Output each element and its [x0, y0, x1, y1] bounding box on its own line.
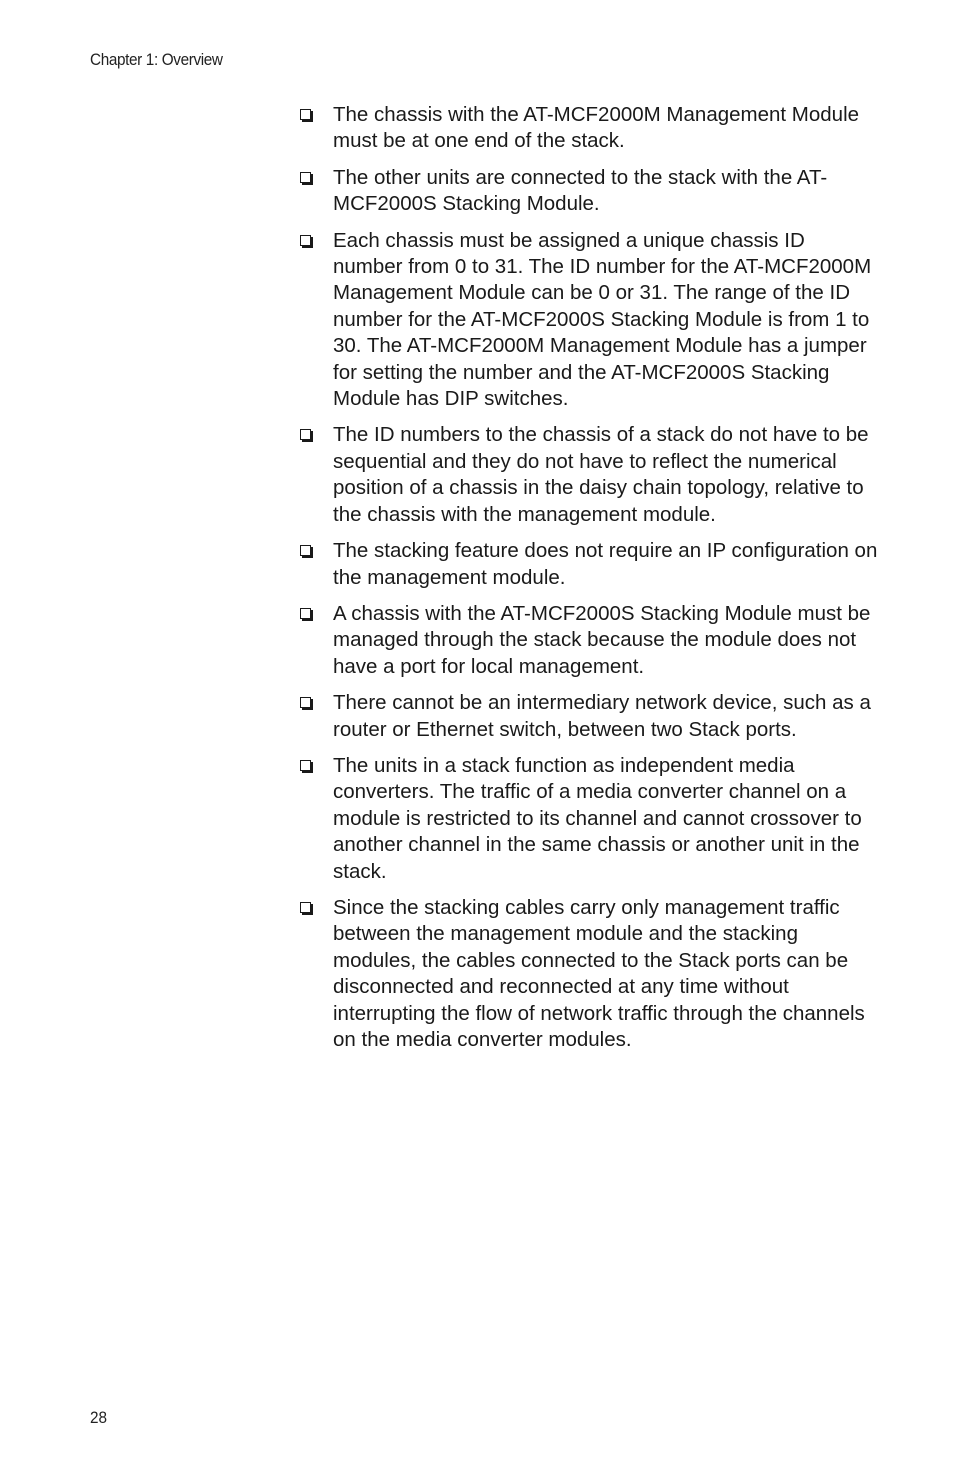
checkbox-bullet-icon [300, 608, 311, 619]
list-item [298, 102, 878, 155]
checkbox-bullet-icon [300, 235, 311, 246]
list-item [298, 895, 878, 1053]
checkbox-bullet-icon [300, 760, 311, 771]
list-item-text: The stacking feature does not require an IP configuration on the management module. [333, 539, 878, 589]
list-item-text: A chassis with the AT-MCF2000S Stacking Module must be managed through the stack because the module does not have a port for local management. [333, 601, 871, 678]
list-item-text: The other units are connected to the stack with the AT-MCF2000S Stacking Module. [333, 165, 828, 216]
list-item-text: There cannot be an intermediary network device, such as a router or Ethernet switch, between two Stack ports. [333, 691, 871, 741]
checkbox-bullet-icon [300, 109, 311, 120]
list-item [298, 422, 878, 528]
list-item [298, 601, 878, 680]
checkbox-bullet-icon [300, 429, 311, 440]
page-number: 28 [90, 1408, 108, 1427]
chapter-header: Chapter 1: Overview [90, 50, 223, 69]
list-item-text: The units in a stack function as independent media converters. The traffic of a media converter channel on a module is restricted to its channel and cannot crossover to another channel in the same chassis or another unit in the stack. [333, 753, 862, 883]
list-item [298, 690, 878, 743]
list-item [298, 538, 878, 591]
checkbox-bullet-icon [300, 172, 311, 183]
bullet-list [298, 102, 878, 1063]
list-item-text: Since the stacking cables carry only management traffic between the management module and the stacking modules, the cables connected to the Stack ports can be disconnected and reconnected at any time without interrupting the flow of network traffic through the channels on the media converter modules. [333, 895, 865, 1051]
list-item [298, 165, 878, 218]
list-item [298, 753, 878, 885]
checkbox-bullet-icon [300, 545, 311, 556]
checkbox-bullet-icon [300, 697, 311, 708]
checkbox-bullet-icon [300, 902, 311, 913]
list-item-text: The chassis with the AT-MCF2000M Management Module must be at one end of the stack. [333, 103, 860, 153]
list-item-text: Each chassis must be assigned a unique chassis ID number from 0 to 31. The ID number for the AT-MCF2000M Management Module can be 0 or 31. The range of the ID number for the AT-MCF2000S Stacking Module is from 1 to 30. The AT-MCF2000M Management Module has a jumper for setting the number and the AT-MCF2000S Stacking Module has DIP switches. [333, 228, 872, 411]
list-item-text: The ID numbers to the chassis of a stack do not have to be sequential and they do not have to reflect the numerical position of a chassis in the daisy chain topology, relative to the chassis with the management module. [333, 423, 869, 526]
list-item [298, 228, 878, 413]
